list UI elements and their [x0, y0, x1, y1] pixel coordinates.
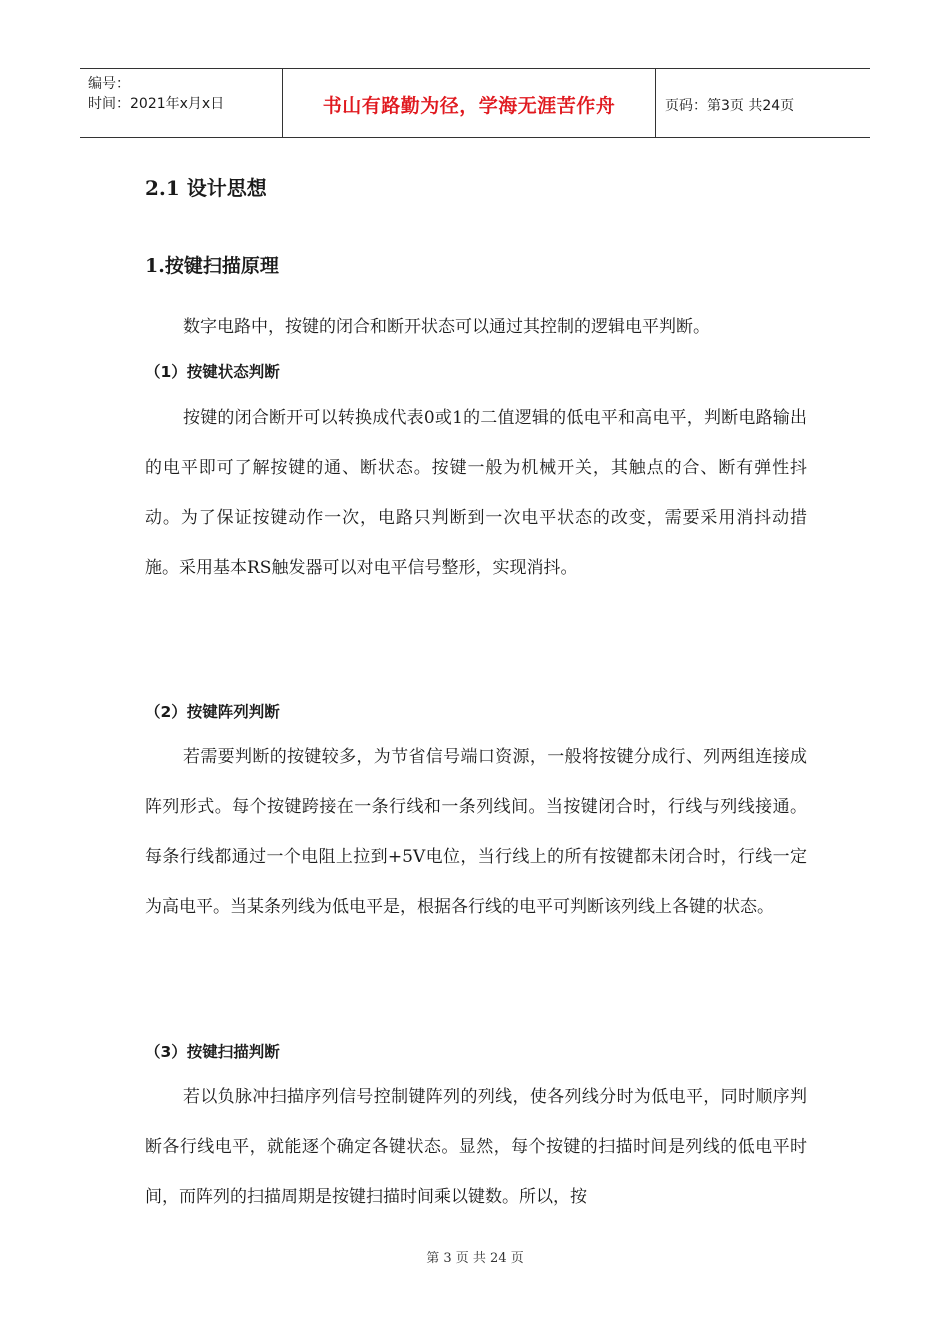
- header-page-cell: [655, 69, 870, 137]
- subsection-title: 1.按键扫描原理: [145, 255, 279, 277]
- section-title: 2.1 设计思想: [145, 176, 267, 200]
- part-1-heading: （1）按键状态判断: [145, 363, 280, 381]
- header-page-info: 页码：第3页 共24页: [665, 98, 795, 114]
- part-3-heading: （3）按键扫描判断: [145, 1043, 280, 1061]
- part-1-paragraph: 按键的闭合断开可以转换成代表0或1的二值逻辑的低电平和高电平，判断电路输出的电平即可了解按键的通、断状态。按键一般为机械开关，其触点的合、断有弹性抖动。为了保证按键动作一次，电路只判断到一次电平状态的改变，需要采用消抖动措施。采用基本RS触发器可以对电平信号整形，实现消抖。: [145, 408, 807, 578]
- intro-paragraph: 数字电路中，按键的闭合和断开状态可以通过其控制的逻辑电平判断。: [183, 317, 710, 337]
- part-2-heading: （2）按键阵列判断: [145, 703, 280, 721]
- part-3-paragraph: 若以负脉冲扫描序列信号控制键阵列的列线，使各列线分时为低电平，同时顺序判断各行线电平，就能逐个确定各键状态。显然，每个按键的扫描时间是列线的低电平时间，而阵列的扫描周期是按键扫描时间乘以键数。所以，按: [145, 1087, 807, 1207]
- page-header: [80, 68, 870, 138]
- header-motto: 书山有路勤为径，学海无涯苦作舟: [322, 95, 616, 117]
- page-footer: 第 3 页 共 24 页: [426, 1251, 524, 1266]
- header-motto-cell: [282, 69, 656, 137]
- document-number-label: 编号：: [88, 76, 130, 92]
- part-2-paragraph: 若需要判断的按键较多，为节省信号端口资源，一般将按键分成行、列两组连接成阵列形式。每个按键跨接在一条行线和一条列线间。当按键闭合时，行线与列线接通。每条行线都通过一个电阻上拉到+5V电位，当行线上的所有按键都未闭合时，行线一定为高电平。当某条列线为低电平是，根据各行线的电平可判断该列线上各键的状态。: [145, 747, 807, 917]
- document-date-label: 时间：2021年x月x日: [88, 96, 225, 112]
- header-meta: [80, 69, 282, 137]
